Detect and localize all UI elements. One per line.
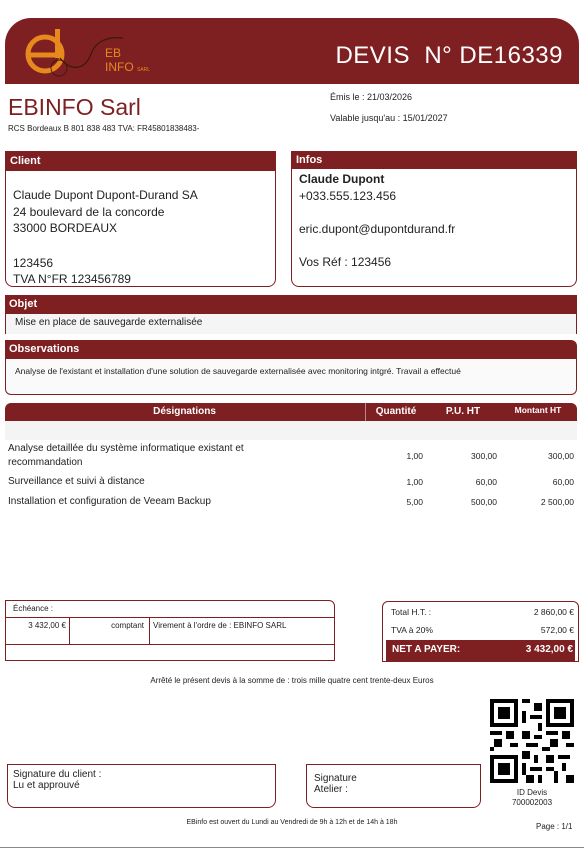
header-band <box>5 18 579 84</box>
col-designation: Désignations <box>153 406 216 417</box>
table-row <box>5 442 577 472</box>
issue-date: Émis le : 21/03/2026 <box>330 92 413 102</box>
bottom-divider <box>0 847 584 848</box>
client-city: 33000 BORDEAUX <box>13 221 118 235</box>
company-registration: RCS Bordeaux B 801 838 483 TVA: FR45801838483- <box>8 124 200 133</box>
net-to-pay-band <box>386 640 575 661</box>
workshop-signature-label: Signature <box>314 773 357 784</box>
tva-label: TVA à 20% <box>391 625 433 635</box>
row-quantity: 1,00 <box>406 451 423 461</box>
row-designation: Installation et configuration de Veeam Backup <box>8 496 211 507</box>
table-row <box>5 476 577 492</box>
observations-box <box>5 359 577 395</box>
row-quantity: 1,00 <box>406 477 423 487</box>
row-designation: Surveillance et suivi à distance <box>8 476 145 487</box>
row-unit-price: 60,00 <box>475 477 497 487</box>
infos-box <box>291 151 577 287</box>
page-number: Page : 1/1 <box>536 822 573 831</box>
company-name: EBINFO Sarl <box>8 94 141 120</box>
row-unit-price: 300,00 <box>471 451 497 461</box>
total-ht-label: Total H.T. : <box>391 607 432 617</box>
tva-value: 572,00 € <box>540 625 574 635</box>
col-unit-price: P.U. HT <box>445 406 481 417</box>
row-quantity: 5,00 <box>406 497 423 507</box>
client-header: Client <box>6 152 275 171</box>
row-designation: Analyse detaillée du système informatique existant et recommandation <box>8 443 244 468</box>
table-header <box>5 403 577 421</box>
observations-header: Observations <box>5 340 577 359</box>
observations-text: Analyse de l'existant et installation d'une solution de sauvegarde externalisée avec monitoring intgré. Travail a effectué <box>15 366 461 376</box>
payment-instructions: Virement à l'ordre de : EBINFO SARL <box>153 621 287 630</box>
infos-details <box>292 169 576 271</box>
amount-in-words: Arrêté le présent devis à la somme de : trois mille quatre cent trente-deux Euros <box>150 676 434 685</box>
valid-until: Valable jusqu'au : 15/01/2027 <box>330 113 448 123</box>
logo-suffix: SARL <box>137 67 151 73</box>
client-signature-approval: Lu et approuvé <box>13 780 80 791</box>
logo-line-eb: EB <box>105 46 122 60</box>
objet-box <box>5 314 577 334</box>
infos-header: Infos <box>292 152 576 169</box>
client-signature-box <box>7 764 276 808</box>
qr-label <box>490 788 574 808</box>
table-row <box>5 496 577 512</box>
logo-text <box>105 46 150 77</box>
objet-text: Mise en place de sauvegarde externalisée <box>15 317 203 328</box>
payment-amount: 3 432,00 € <box>28 621 66 630</box>
payment-label: Échéance : <box>13 604 54 613</box>
workshop-signature-atelier: Atelier : <box>314 784 348 795</box>
payment-box <box>5 600 335 661</box>
qr-id: 700002003 <box>511 798 553 807</box>
objet-header: Objet <box>5 295 577 314</box>
client-box <box>5 151 276 287</box>
infos-phone: +033.555.123.456 <box>299 189 397 203</box>
logo-line-info: INFO SARL <box>105 60 151 74</box>
workshop-signature-box <box>306 764 481 808</box>
client-name: Claude Dupont Dupont-Durand SA <box>13 188 198 202</box>
client-street: 24 boulevard de la concorde <box>13 204 165 219</box>
total-ht-value: 2 860,00 € <box>533 607 574 617</box>
client-code: 123456 <box>13 255 54 270</box>
col-amount: Montant HT <box>514 405 562 415</box>
infos-contact: Claude Dupont <box>299 172 385 186</box>
payment-mode: comptant <box>111 621 144 630</box>
quote-number: DE16339 <box>459 42 563 69</box>
opening-hours: EBinfo est ouvert du Lundi au Vendredi de 9h à 12h et de 14h à 18h <box>186 819 398 826</box>
row-amount: 60,00 <box>552 477 574 487</box>
net-label: NET A PAYER: <box>392 644 461 655</box>
table-spacer-row <box>5 421 577 440</box>
row-unit-price: 500,00 <box>471 497 497 507</box>
qr-label-title: ID Devis <box>516 788 548 797</box>
client-signature-label: Signature du client : <box>13 769 102 780</box>
infos-reference: Vos Réf : 123456 <box>299 255 392 269</box>
title-prefix: N° <box>424 42 453 69</box>
net-value: 3 432,00 € <box>525 644 573 655</box>
col-quantity: Quantité <box>375 406 417 417</box>
totals-box <box>382 601 579 662</box>
client-vat: TVA N°FR 123456789 <box>13 272 131 286</box>
qr-code-icon <box>490 699 574 783</box>
infos-email: eric.dupont@dupontdurand.fr <box>299 222 456 236</box>
row-amount: 2 500,00 <box>540 497 574 507</box>
client-details <box>6 171 275 288</box>
title-word: DEVIS <box>335 42 410 69</box>
row-amount: 300,00 <box>548 451 574 461</box>
document-title <box>335 42 563 70</box>
